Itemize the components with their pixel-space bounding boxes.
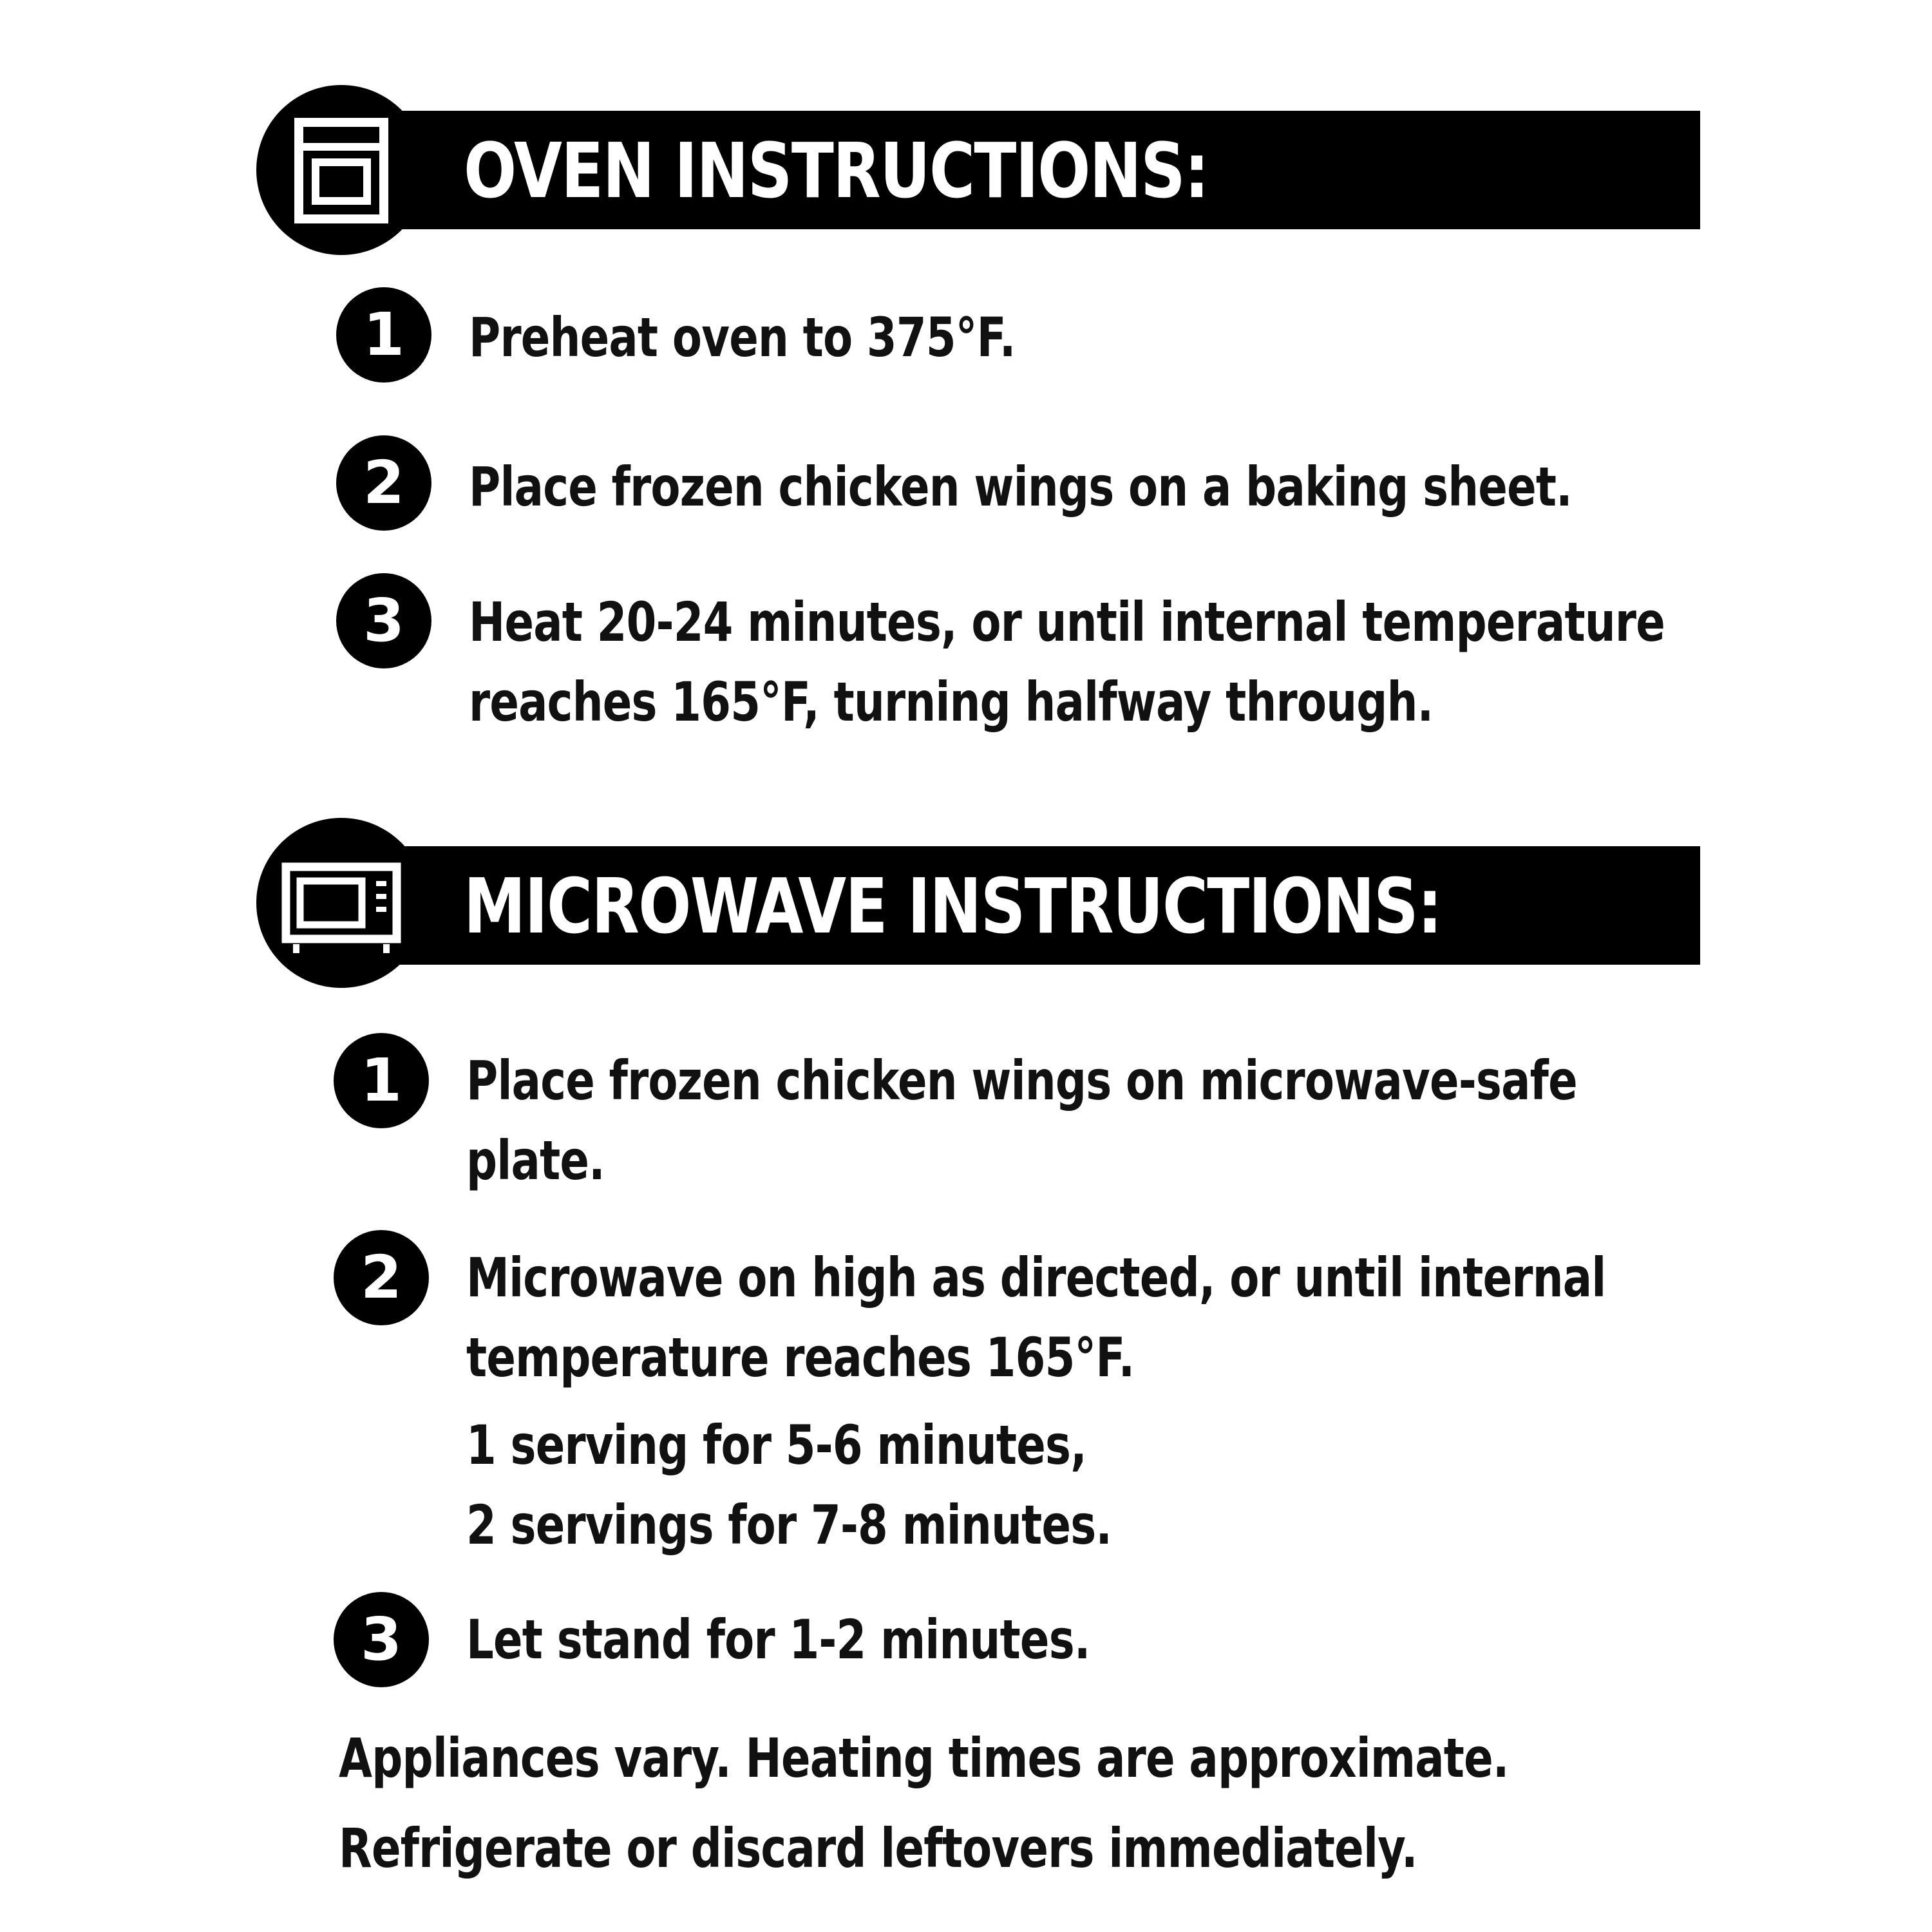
step-number-badge: 2 xyxy=(334,1230,429,1325)
step-line: Microwave on high as directed, or until internal xyxy=(466,1246,1606,1309)
servings-line: 1 serving for 5-6 minutes, xyxy=(466,1414,1086,1477)
step-line: temperature reaches 165°F. xyxy=(466,1326,1135,1389)
step-line: Place frozen chicken wings on a baking sheet. xyxy=(469,455,1572,518)
microwave-title: MICROWAVE INSTRUCTIONS: xyxy=(464,862,1442,951)
step-number-badge: 1 xyxy=(336,287,431,383)
oven-title: OVEN INSTRUCTIONS: xyxy=(464,126,1209,215)
step-text xyxy=(466,1041,1577,1200)
oven-icon-badge xyxy=(256,85,426,255)
step-number-badge: 2 xyxy=(336,435,431,531)
step-number-badge: 3 xyxy=(334,1592,429,1687)
footer-line: Refrigerate or discard leftovers immediately. xyxy=(339,1817,1417,1880)
step-number-badge: 3 xyxy=(336,573,431,668)
step-line: Preheat oven to 375°F. xyxy=(469,306,1016,369)
servings-line: 2 servings for 7-8 minutes. xyxy=(466,1493,1112,1557)
step-text xyxy=(469,298,1016,377)
oven-icon xyxy=(256,85,426,255)
microwave-icon xyxy=(256,818,426,988)
step-text xyxy=(466,1600,1090,1680)
servings-note xyxy=(466,1405,1112,1565)
step-line: Let stand for 1-2 minutes. xyxy=(466,1608,1090,1671)
microwave-icon-badge xyxy=(256,818,426,988)
step-line: Place frozen chicken wings on microwave-safe xyxy=(466,1049,1577,1112)
step-line: reaches 165°F, turning halfway through. xyxy=(469,670,1434,734)
step-number-badge: 1 xyxy=(334,1033,429,1128)
step-text xyxy=(469,447,1572,527)
step-text xyxy=(469,582,1665,742)
step-line: plate. xyxy=(466,1129,605,1192)
step-text xyxy=(466,1238,1606,1397)
footer-line: Appliances vary. Heating times are approximate. xyxy=(339,1727,1509,1790)
step-line: Heat 20-24 minutes, or until internal temperature xyxy=(469,591,1665,654)
